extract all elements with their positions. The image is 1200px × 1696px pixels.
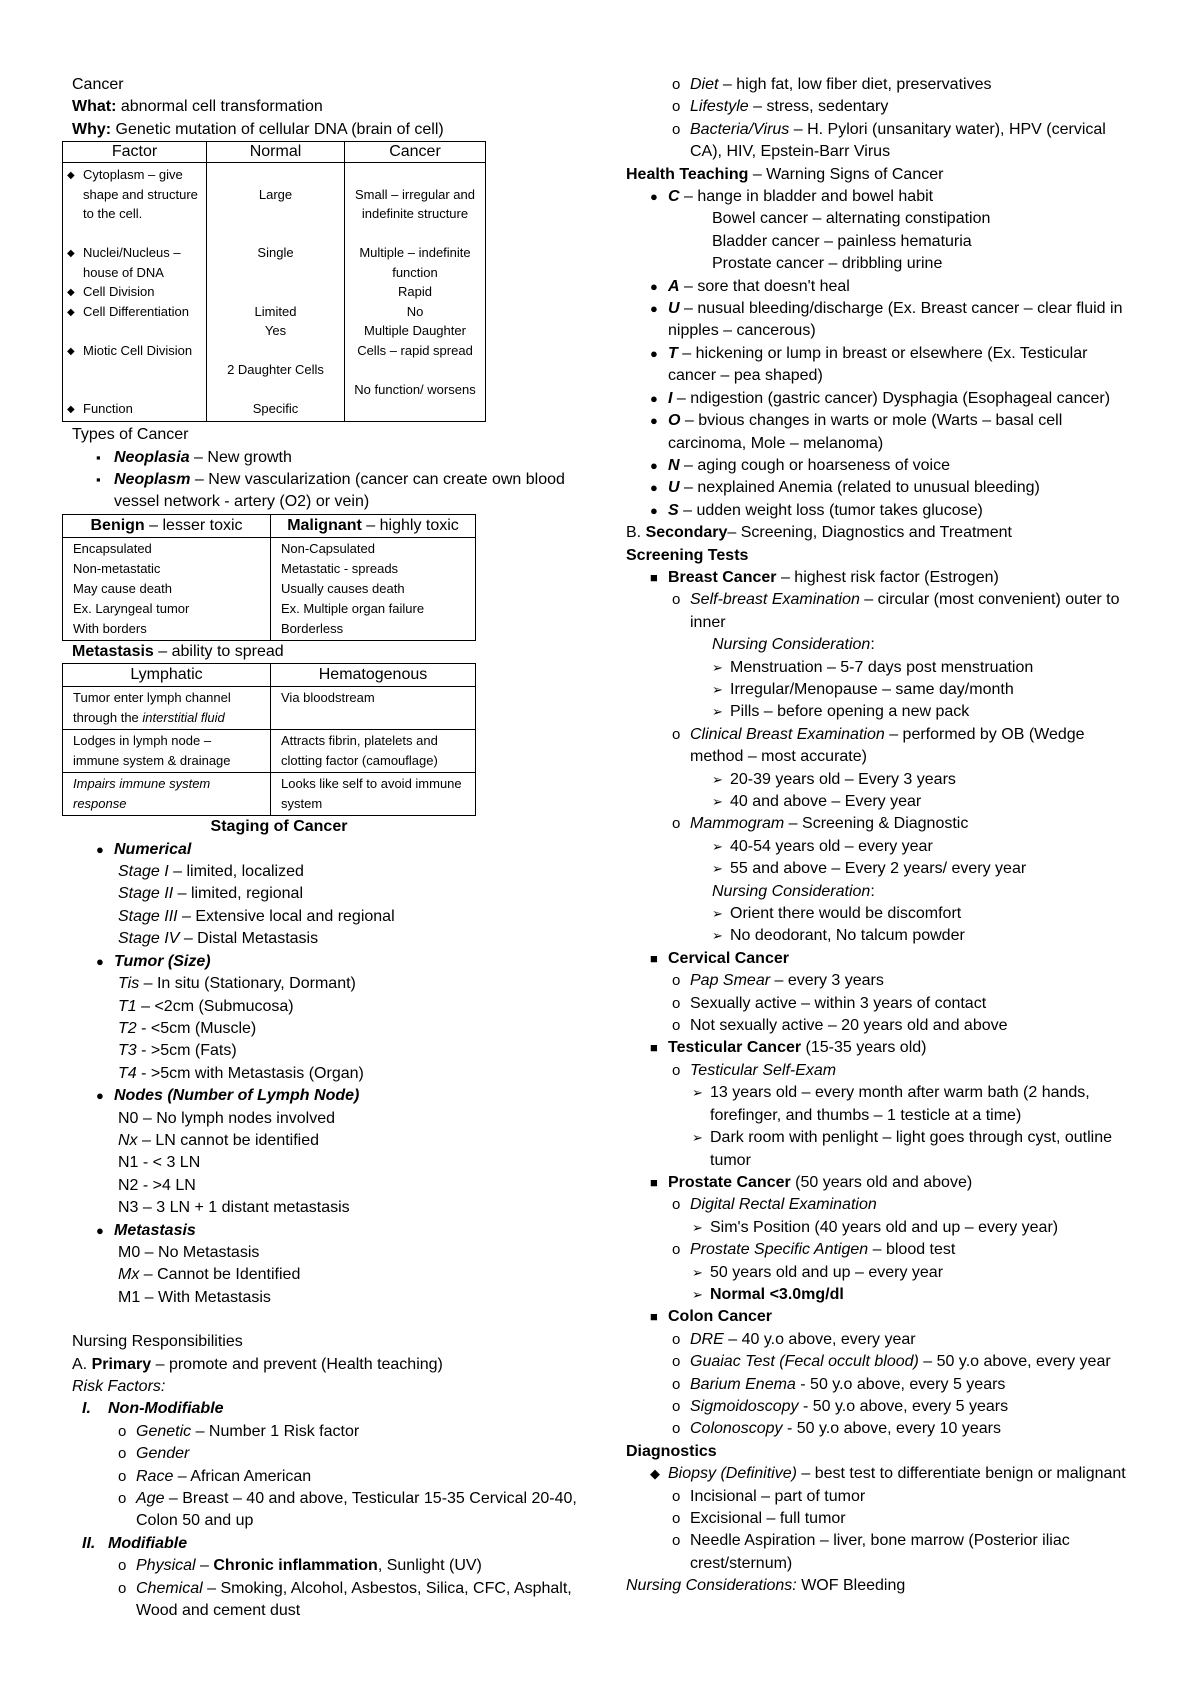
arrow-bullet-icon: ➢ <box>712 838 723 854</box>
staging-tumor: ● Tumor (Size) Tis – In situ (Stationary, Dormant) T1 – <2cm (Submucosa) T2 - <5cm (Muscle) T3 - >5cm (Fats) T4 - >5cm with Metastasis (Organ) <box>96 952 364 1082</box>
diamond-bullet-icon: ◆ <box>67 248 75 260</box>
diamond-bullet-icon: ◆ <box>67 345 75 357</box>
cancer-header: Cancer <box>345 142 486 163</box>
list-item: o Physical – Chronic inflammation, Sunlight (UV) <box>118 1557 482 1575</box>
arrow-bullet-icon: ➢ <box>712 928 723 944</box>
hematogenous-header: Hematogenous <box>271 664 476 687</box>
arrow-bullet-icon: ➢ <box>692 1286 703 1302</box>
left-column <box>67 74 592 1622</box>
factor-header: Factor <box>63 142 207 163</box>
arrow-bullet-icon: ➢ <box>712 794 723 809</box>
malignant-header: Malignant – highly toxic <box>271 514 476 537</box>
list-item: o Chemical – Smoking, Alcohol, Asbestos, Silica, CFC, Asphalt, Wood and cement dust <box>118 1579 572 1620</box>
normal-list: Large Single Limited Yes 2 Daughter Cells Specific <box>207 163 345 422</box>
arrow-bullet-icon: ➢ <box>692 1264 703 1280</box>
diamond-bullet-icon: ◆ <box>67 404 75 416</box>
what-line: What: abnormal cell transformation <box>72 98 323 116</box>
list-item: ● O – bvious changes in warts or mole (Warts – basal cell carcinoma, Mole – melanoma) <box>650 412 1063 452</box>
testicular-cancer-section: ■ Testicular Cancer (15-35 years old) o Testicular Self-Exam ➢ 13 years old – every month after warm bath (2 hands, forefinger, and thumbs – 1 testicle at a time) ➢ Dark room with penlight – light goes through cyst, outline tumor <box>626 1037 1136 1171</box>
list-item: o Gender <box>118 1445 190 1463</box>
mod-list-continued <box>626 74 1136 164</box>
malignant-list: Non-Capsulated Metastatic - spreads Usually causes death Ex. Multiple organ failure Borderless <box>271 537 476 640</box>
arrow-bullet-icon: ➢ <box>692 1130 703 1146</box>
arrow-bullet-icon: ➢ <box>712 659 723 675</box>
benign-malignant-table <box>62 514 476 641</box>
table-row: Tumor enter lymph channel through the interstitial fluid Via bloodstream <box>63 687 476 730</box>
list-item: o Genetic – Number 1 Risk factor <box>118 1422 360 1440</box>
list-item: ● U – nusual bleeding/discharge (Ex. Breast cancer – clear fluid in nipples – cancerous) <box>650 300 1123 340</box>
arrow-bullet-icon: ➢ <box>712 906 723 922</box>
diamond-bullet-icon: ◆ <box>67 306 75 318</box>
table-row: Impairs immune system response Looks like self to avoid immune system <box>63 773 476 816</box>
arrow-bullet-icon: ➢ <box>712 681 723 697</box>
factor-table <box>62 141 486 422</box>
diagnostics-title: Diagnostics <box>626 1442 717 1460</box>
risk-factors-label: Risk Factors: <box>72 1378 166 1395</box>
benign-header: Benign – lesser toxic <box>63 514 271 537</box>
diamond-bullet-icon: ◆ <box>67 287 75 299</box>
metastasis-line: Metastasis – ability to spread <box>72 642 284 660</box>
list-item: ● N – aging cough or hoarseness of voice <box>650 456 950 474</box>
type-item: ▪ Neoplasm – New vascularization (cancer can create own blood vessel network - artery (O2) or vein) <box>96 471 565 511</box>
secondary-line: B. Secondary– Screening, Diagnostics and Treatment <box>626 524 1012 542</box>
caution-list: ● C – hange in bladder and bowel habit Bowel cancer – alternating constipation Bladder cancer – painless hematuria Prostate cancer – dribbling urine ● A – sore that doesn't heal ● U – nusual bleeding/discharge (Ex. Breast cancer – clear fluid in nipples – cancerous) ● T – hickening or lump in breast or elsewhere (Ex. Testicular cancer – pea shaped) ● I – ndigestion (gastric cancer) Dysphagia (Esophageal cancer) ● O – bvious changes in warts or mole (Warts – basal cell carcinoma, Mole – melanoma) ● N – aging cough or hoarseness of voice ● U – nexplained Anemia (related to unusual bleeding) ● S – udden weight loss (tumor takes glucose) <box>626 186 1136 522</box>
list-item: o Bacteria/Virus – H. Pylori (unsanitary water), HPV (cervical CA), HIV, Epstein-Barr Virus <box>672 120 1106 161</box>
arrow-bullet-icon: ➢ <box>712 771 723 787</box>
list-item: ● C – hange in bladder and bowel habit <box>650 188 934 206</box>
nonmod-heading: I. Non-Modifiable <box>82 1400 224 1418</box>
arrow-bullet-icon: ➢ <box>712 861 723 877</box>
table-row: Lodges in lymph node – immune system & drainage Attracts fibrin, platelets and clotting factor (camouflage) <box>63 730 476 773</box>
arrow-bullet-icon: ➢ <box>712 704 723 720</box>
right-column <box>626 74 1136 1598</box>
staging-nodes: ● Nodes (Number of Lymph Node) N0 – No lymph nodes involved Nx – LN cannot be identified N1 - < 3 LN N2 - >4 LN N3 – 3 LN + 1 distant metastasis <box>96 1087 360 1217</box>
biopsy-section: ◆ Biopsy (Definitive) – best test to differentiate benign or malignant o Incisional – part of tumor o Excisional – full tumor o Needle Aspiration – liver, bone marrow (Posterior iliac crest/sternum) <box>650 1465 1126 1572</box>
mod-heading: II. Modifiable <box>82 1534 188 1552</box>
list-item: ● I – ndigestion (gastric cancer) Dysphagia (Esophageal cancer) <box>650 389 1111 407</box>
diamond-bullet-icon: ◆ <box>67 170 75 182</box>
spread-table <box>62 663 476 816</box>
colon-cancer-section: ■ Colon Cancer o DRE – 40 y.o above, every year o Guaiac Test (Fecal occult blood) – 50 y.o above, every year o Barium Enema - 50 y.o above, every 5 years o Sigmoidoscopy - 50 y.o above, every 5 years o Colonoscopy - 50 y.o above, every 10 years <box>650 1308 1111 1438</box>
breast-cancer-section: ■ Breast Cancer – highest risk factor (Estrogen) o Self-breast Examination – circular (most convenient) outer to inner Nursing Consideration: ➢ Menstruation – 5-7 days post menstruation ➢ Irregular/Menopause – same day/month ➢ Pills – before opening a new pack o Clinical Breast Examination – performed by OB (Wedge method – most accurate) ➢ 20-39 years old – Every 3 years ➢ 40 and above – Every year o Mammogram – Screening & Diagnostic ➢ 40-54 years old – every year ➢ 55 and above – Every 2 years/ every year Nursing Consideration: ➢ Orient there would be discomfort ➢ No deodorant, No talcum powder <box>626 567 1136 948</box>
why-line: Why: Genetic mutation of cellular DNA (brain of cell) <box>72 120 444 138</box>
factor-list: ◆ Cytoplasm – give shape and structure to the cell. ◆ Nuclei/Nucleus – house of DNA ◆ Cell Division ◆ Cell Differentiation ◆ Miotic Cell Division ◆ Function <box>63 163 207 422</box>
cervical-cancer-section: ■ Cervical Cancer o Pap Smear – every 3 years o Sexually active – within 3 years of contact o Not sexually active – 20 years old and above <box>650 949 1008 1035</box>
list-item: o Diet – high fat, low fiber diet, preservatives <box>672 76 992 93</box>
list-item: ● A – sore that doesn't heal <box>650 277 850 295</box>
arrow-bullet-icon: ➢ <box>692 1219 703 1235</box>
arrow-bullet-icon: ➢ <box>692 1085 703 1101</box>
list-item: o Race – African American <box>118 1467 312 1485</box>
screening-title: Screening Tests <box>626 546 749 564</box>
list-item: o Lifestyle – stress, sedentary <box>672 98 889 116</box>
staging-numerical: ● Numerical Stage I – limited, localized Stage II – limited, regional Stage III – Extensive local and regional Stage IV – Distal Metastasis <box>96 840 395 948</box>
final-nursing-consideration: Nursing Considerations: WOF Bleeding <box>626 1577 906 1595</box>
list-item: ● U – nexplained Anemia (related to unusual bleeding) <box>650 479 1040 497</box>
lymphatic-header: Lymphatic <box>63 664 271 687</box>
nursing-title: Nursing Responsibilities <box>72 1333 243 1351</box>
cancer-list: Small – irregular and indefinite structure Multiple – indefinite function Rapid No Multiple Daughter Cells – rapid spread No function/ worsens <box>345 163 486 422</box>
benign-list: Encapsulated Non-metastatic May cause death Ex. Laryngeal tumor With borders <box>63 537 271 640</box>
document-title: Cancer <box>72 76 124 93</box>
list-item: ● T – hickening or lump in breast or elsewhere (Ex. Testicular cancer – pea shaped) <box>650 344 1088 385</box>
normal-header: Normal <box>207 142 345 163</box>
prostate-cancer-section: ■ Prostate Cancer (50 years old and above) o Digital Rectal Examination ➢ Sim's Position (40 years old and up – every year) o Prostate Specific Antigen – blood test ➢ 50 years old and up – every year ➢ Normal <3.0mg/dl <box>626 1172 1136 1306</box>
types-title: Types of Cancer <box>72 426 189 444</box>
list-item: ● S – udden weight loss (tumor takes glucose) <box>650 501 983 519</box>
mod-list <box>72 1555 592 1622</box>
primary-line: A. Primary – promote and prevent (Health teaching) <box>72 1355 443 1373</box>
type-item: ▪ Neoplasia – New growth <box>96 448 292 466</box>
staging-title: Staging of Cancer <box>210 818 348 836</box>
nonmod-list <box>72 1421 592 1533</box>
health-teaching-line: Health Teaching – Warning Signs of Cancer <box>626 165 944 183</box>
list-item: o Age – Breast – 40 and above, Testicular 15-35 Cervical 20-40, Colon 50 and up <box>118 1490 577 1530</box>
staging-metastasis: ● Metastasis M0 – No Metastasis Mx – Cannot be Identified M1 – With Metastasis <box>96 1221 301 1306</box>
